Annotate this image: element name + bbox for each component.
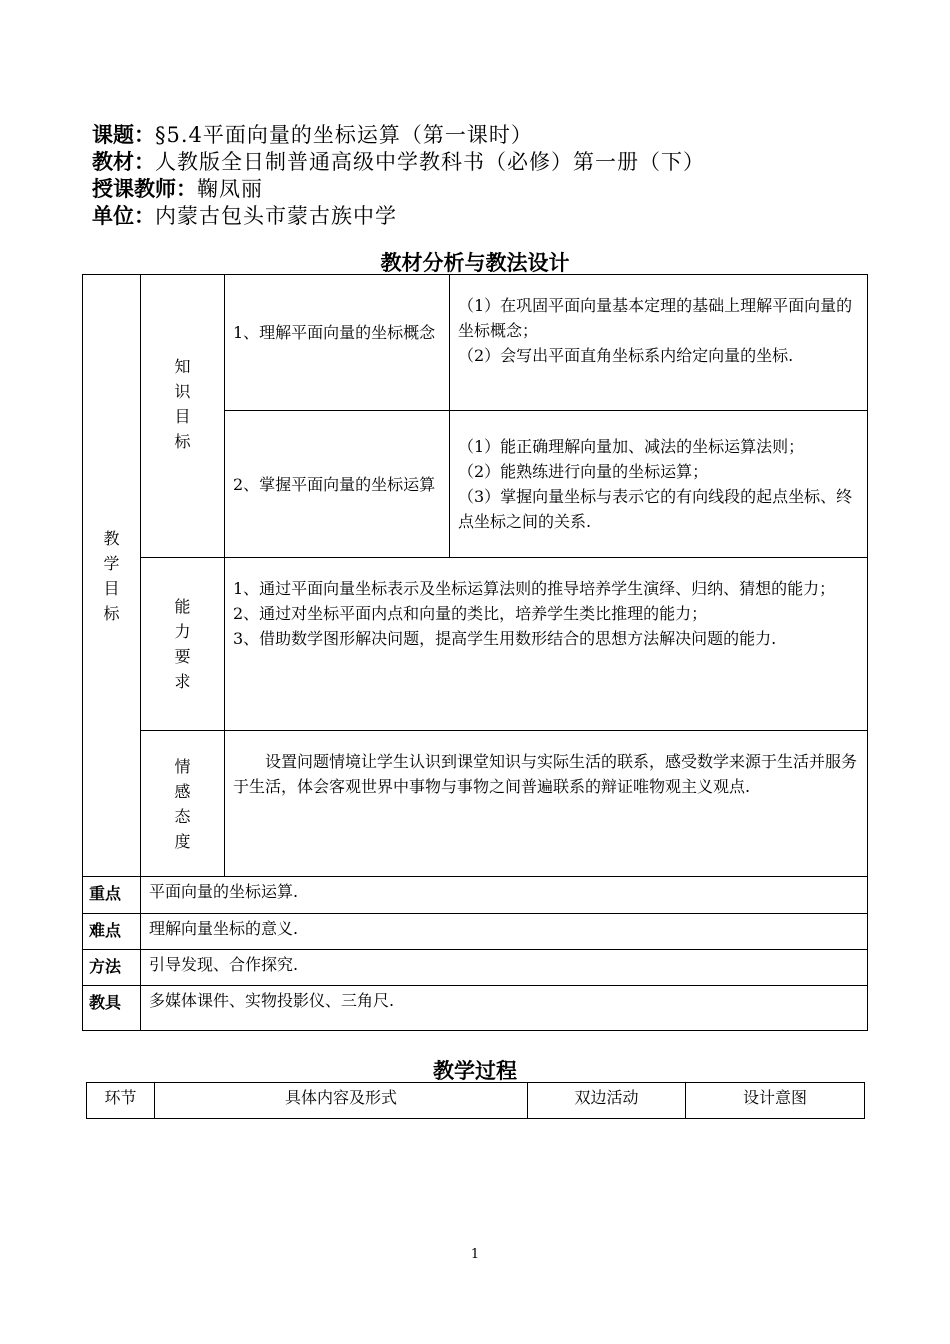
analysis-table bbox=[82, 274, 868, 1031]
teacher-value: 鞠凤丽 bbox=[197, 177, 263, 201]
difficulty-label: 难点 bbox=[83, 914, 141, 950]
knowledge-point-1: 1、理解平面向量的坐标概念 bbox=[225, 275, 450, 411]
ability-label: 能 力 要 求 bbox=[141, 558, 225, 731]
process-header-stage: 环节 bbox=[87, 1083, 155, 1119]
emotion-content: 设置问题情境让学生认识到课堂知识与实际生活的联系，感受数学来源于生活并服务于生活，体会客观世界中事物与事物之间普遍联系的辩证唯物观主义观点. bbox=[225, 731, 868, 877]
knowledge-details-2: （1）能正确理解向量加、减法的坐标运算法则； （2）能熟练进行向量的坐标运算； （3）掌握向量坐标与表示它的有向线段的起点坐标、终点坐标之间的关系. bbox=[450, 411, 868, 558]
unit-line: 单位：内蒙古包头市蒙古族中学 bbox=[92, 204, 397, 228]
method-content: 引导发现、合作探究. bbox=[141, 950, 868, 986]
knowledge-goal-label: 知 识 目 标 bbox=[141, 275, 225, 558]
emotion-label: 情 感 态 度 bbox=[141, 731, 225, 877]
tools-content: 多媒体课件、实物投影仪、三角尺. bbox=[141, 986, 868, 1031]
teaching-goal-label: 教 学 目 标 bbox=[83, 275, 141, 877]
process-header-activity: 双边活动 bbox=[528, 1083, 686, 1119]
difficulty-content: 理解向量坐标的意义. bbox=[141, 914, 868, 950]
textbook-line: 教材：人教版全日制普通高级中学教科书（必修）第一册（下） bbox=[92, 150, 705, 174]
process-header-intent: 设计意图 bbox=[686, 1083, 865, 1119]
key-point-label: 重点 bbox=[83, 877, 141, 914]
unit-value: 内蒙古包头市蒙古族中学 bbox=[155, 204, 397, 228]
topic-line: 课题：§5.4平面向量的坐标运算（第一课时） bbox=[92, 123, 533, 147]
ability-content: 1、通过平面向量坐标表示及坐标运算法则的推导培养学生演绎、归纳、猜想的能力； 2、通过对坐标平面内点和向量的类比，培养学生类比推理的能力； 3、借助数学图形解决问题，提高学生用数形结合的思想方法解决问题的能力. bbox=[225, 558, 868, 731]
document-header bbox=[92, 122, 705, 230]
method-label: 方法 bbox=[83, 950, 141, 986]
tools-label: 教具 bbox=[83, 986, 141, 1031]
knowledge-point-2: 2、掌握平面向量的坐标运算 bbox=[225, 411, 450, 558]
analysis-title: 教材分析与教法设计 bbox=[380, 251, 570, 275]
process-title: 教学过程 bbox=[433, 1059, 517, 1083]
process-table bbox=[86, 1082, 865, 1119]
knowledge-details-1: （1）在巩固平面向量基本定理的基础上理解平面向量的坐标概念； （2）会写出平面直角坐标系内给定向量的坐标. bbox=[450, 275, 868, 411]
teacher-line: 授课教师：鞠凤丽 bbox=[92, 177, 263, 201]
textbook-value: 人教版全日制普通高级中学教科书（必修）第一册（下） bbox=[155, 150, 705, 174]
key-point-content: 平面向量的坐标运算. bbox=[141, 877, 868, 914]
page-number: 1 bbox=[470, 1247, 480, 1262]
process-header-content: 具体内容及形式 bbox=[155, 1083, 528, 1119]
topic-value: §5.4平面向量的坐标运算（第一课时） bbox=[155, 123, 533, 147]
